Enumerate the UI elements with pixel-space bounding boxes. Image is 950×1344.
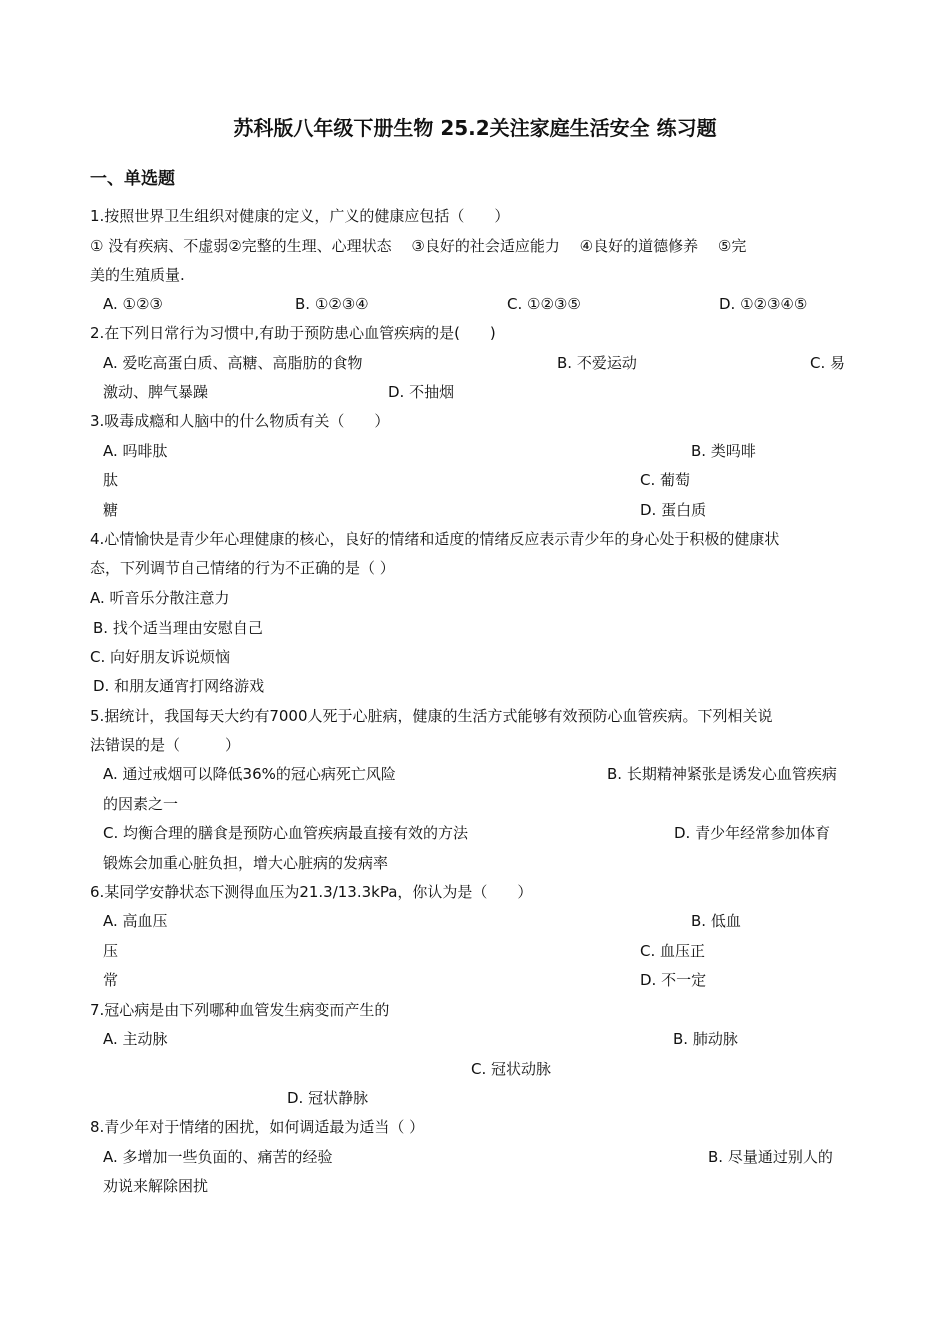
question-1-option-a[interactable]: A. ①②③ xyxy=(103,295,163,313)
question-1-stem-line: ① 没有疾病、不虚弱②完整的生理、心理状态 ③良好的社会适应能力 ④良好的道德修养 ⑤完 xyxy=(90,237,747,255)
question-4-option-a[interactable]: A. 听音乐分散注意力 xyxy=(90,589,230,607)
question-3-option-c-cont[interactable]: 糖 xyxy=(103,501,119,519)
question-4-option-c[interactable]: C. 向好朋友诉说烦恼 xyxy=(90,648,231,666)
question-5-option-a[interactable]: A. 通过戒烟可以降低36%的冠心病死亡风险 xyxy=(103,765,396,783)
question-1-stem-line: 美的生殖质量. xyxy=(90,266,185,284)
question-7-stem: 7.冠心病是由下列哪种血管发生病变而产生的 xyxy=(90,1001,390,1019)
question-6-option-b-cont[interactable]: 压 xyxy=(103,942,119,960)
question-6-option-d[interactable]: D. 不一定 xyxy=(640,971,707,989)
question-5-option-d[interactable]: D. 青少年经常参加体育 xyxy=(674,824,831,842)
question-2-option-b[interactable]: B. 不爱运动 xyxy=(557,354,637,372)
question-1-stem: 1.按照世界卫生组织对健康的定义，广义的健康应包括（ ） xyxy=(90,207,510,225)
page-title: 苏科版八年级下册生物 25.2关注家庭生活安全 练习题 xyxy=(233,116,717,140)
question-7-option-c[interactable]: C. 冠状动脉 xyxy=(471,1060,552,1078)
question-7-option-b[interactable]: B. 肺动脉 xyxy=(673,1030,738,1048)
question-5-option-b-cont[interactable]: 的因素之一 xyxy=(103,795,179,813)
question-4-option-d[interactable]: D. 和朋友通宵打网络游戏 xyxy=(93,677,265,695)
question-8-stem: 8.青少年对于情绪的困扰，如何调适最为适当（ ） xyxy=(90,1118,425,1136)
question-3-stem: 3.吸毒成瘾和人脑中的什么物质有关（ ） xyxy=(90,412,390,430)
question-5-stem: 5.据统计，我国每天大约有7000人死于心脏病，健康的生活方式能够有效预防心血管疾病。下列相关说 xyxy=(90,707,773,725)
question-2-stem: 2.在下列日常行为习惯中,有助于预防患心血管疾病的是( ) xyxy=(90,324,496,342)
question-4-stem-line: 态，下列调节自己情绪的行为不正确的是（ ） xyxy=(90,559,395,577)
question-5-stem-line: 法错误的是（ ） xyxy=(90,736,241,754)
question-4-option-b[interactable]: B. 找个适当理由安慰自己 xyxy=(93,619,263,637)
question-5-option-b[interactable]: B. 长期精神紧张是诱发心血管疾病 xyxy=(607,765,837,783)
question-3-option-b-cont[interactable]: 肽 xyxy=(103,471,119,489)
question-8-option-b-cont[interactable]: 劝说来解除困扰 xyxy=(103,1177,209,1195)
question-1-option-c[interactable]: C. ①②③⑤ xyxy=(507,295,581,313)
question-7-option-a[interactable]: A. 主动脉 xyxy=(103,1030,168,1048)
question-7-option-d[interactable]: D. 冠状静脉 xyxy=(287,1089,369,1107)
question-4-stem: 4.心情愉快是青少年心理健康的核心，良好的情绪和适度的情绪反应表示青少年的身心处于积极的健康状 xyxy=(90,530,780,548)
question-2-option-c[interactable]: C. 易 xyxy=(810,354,846,372)
question-3-option-c[interactable]: C. 葡萄 xyxy=(640,471,691,489)
question-6-option-c[interactable]: C. 血压正 xyxy=(640,942,706,960)
question-5-option-d-cont[interactable]: 锻炼会加重心脏负担，增大心脏病的发病率 xyxy=(103,854,389,872)
question-6-option-c-cont[interactable]: 常 xyxy=(103,971,119,989)
section-heading: 一、单选题 xyxy=(90,169,175,189)
question-1-option-d[interactable]: D. ①②③④⑤ xyxy=(719,295,808,313)
question-2-option-d[interactable]: D. 不抽烟 xyxy=(388,383,455,401)
question-5-option-c[interactable]: C. 均衡合理的膳食是预防心血管疾病最直接有效的方法 xyxy=(103,824,469,842)
question-8-option-b[interactable]: B. 尽量通过别人的 xyxy=(708,1148,833,1166)
question-2-option-a[interactable]: A. 爱吃高蛋白质、高糖、高脂肪的食物 xyxy=(103,354,363,372)
question-3-option-d[interactable]: D. 蛋白质 xyxy=(640,501,707,519)
question-3-option-a[interactable]: A. 吗啡肽 xyxy=(103,442,168,460)
question-6-option-a[interactable]: A. 高血压 xyxy=(103,912,168,930)
question-6-option-b[interactable]: B. 低血 xyxy=(691,912,741,930)
question-1-option-b[interactable]: B. ①②③④ xyxy=(295,295,369,313)
question-2-option-c-cont[interactable]: 激动、脾气暴躁 xyxy=(103,383,209,401)
question-3-option-b[interactable]: B. 类吗啡 xyxy=(691,442,756,460)
question-8-option-a[interactable]: A. 多增加一些负面的、痛苦的经验 xyxy=(103,1148,333,1166)
question-6-stem: 6.某同学安静状态下测得血压为21.3/13.3kPa，你认为是（ ） xyxy=(90,883,533,901)
